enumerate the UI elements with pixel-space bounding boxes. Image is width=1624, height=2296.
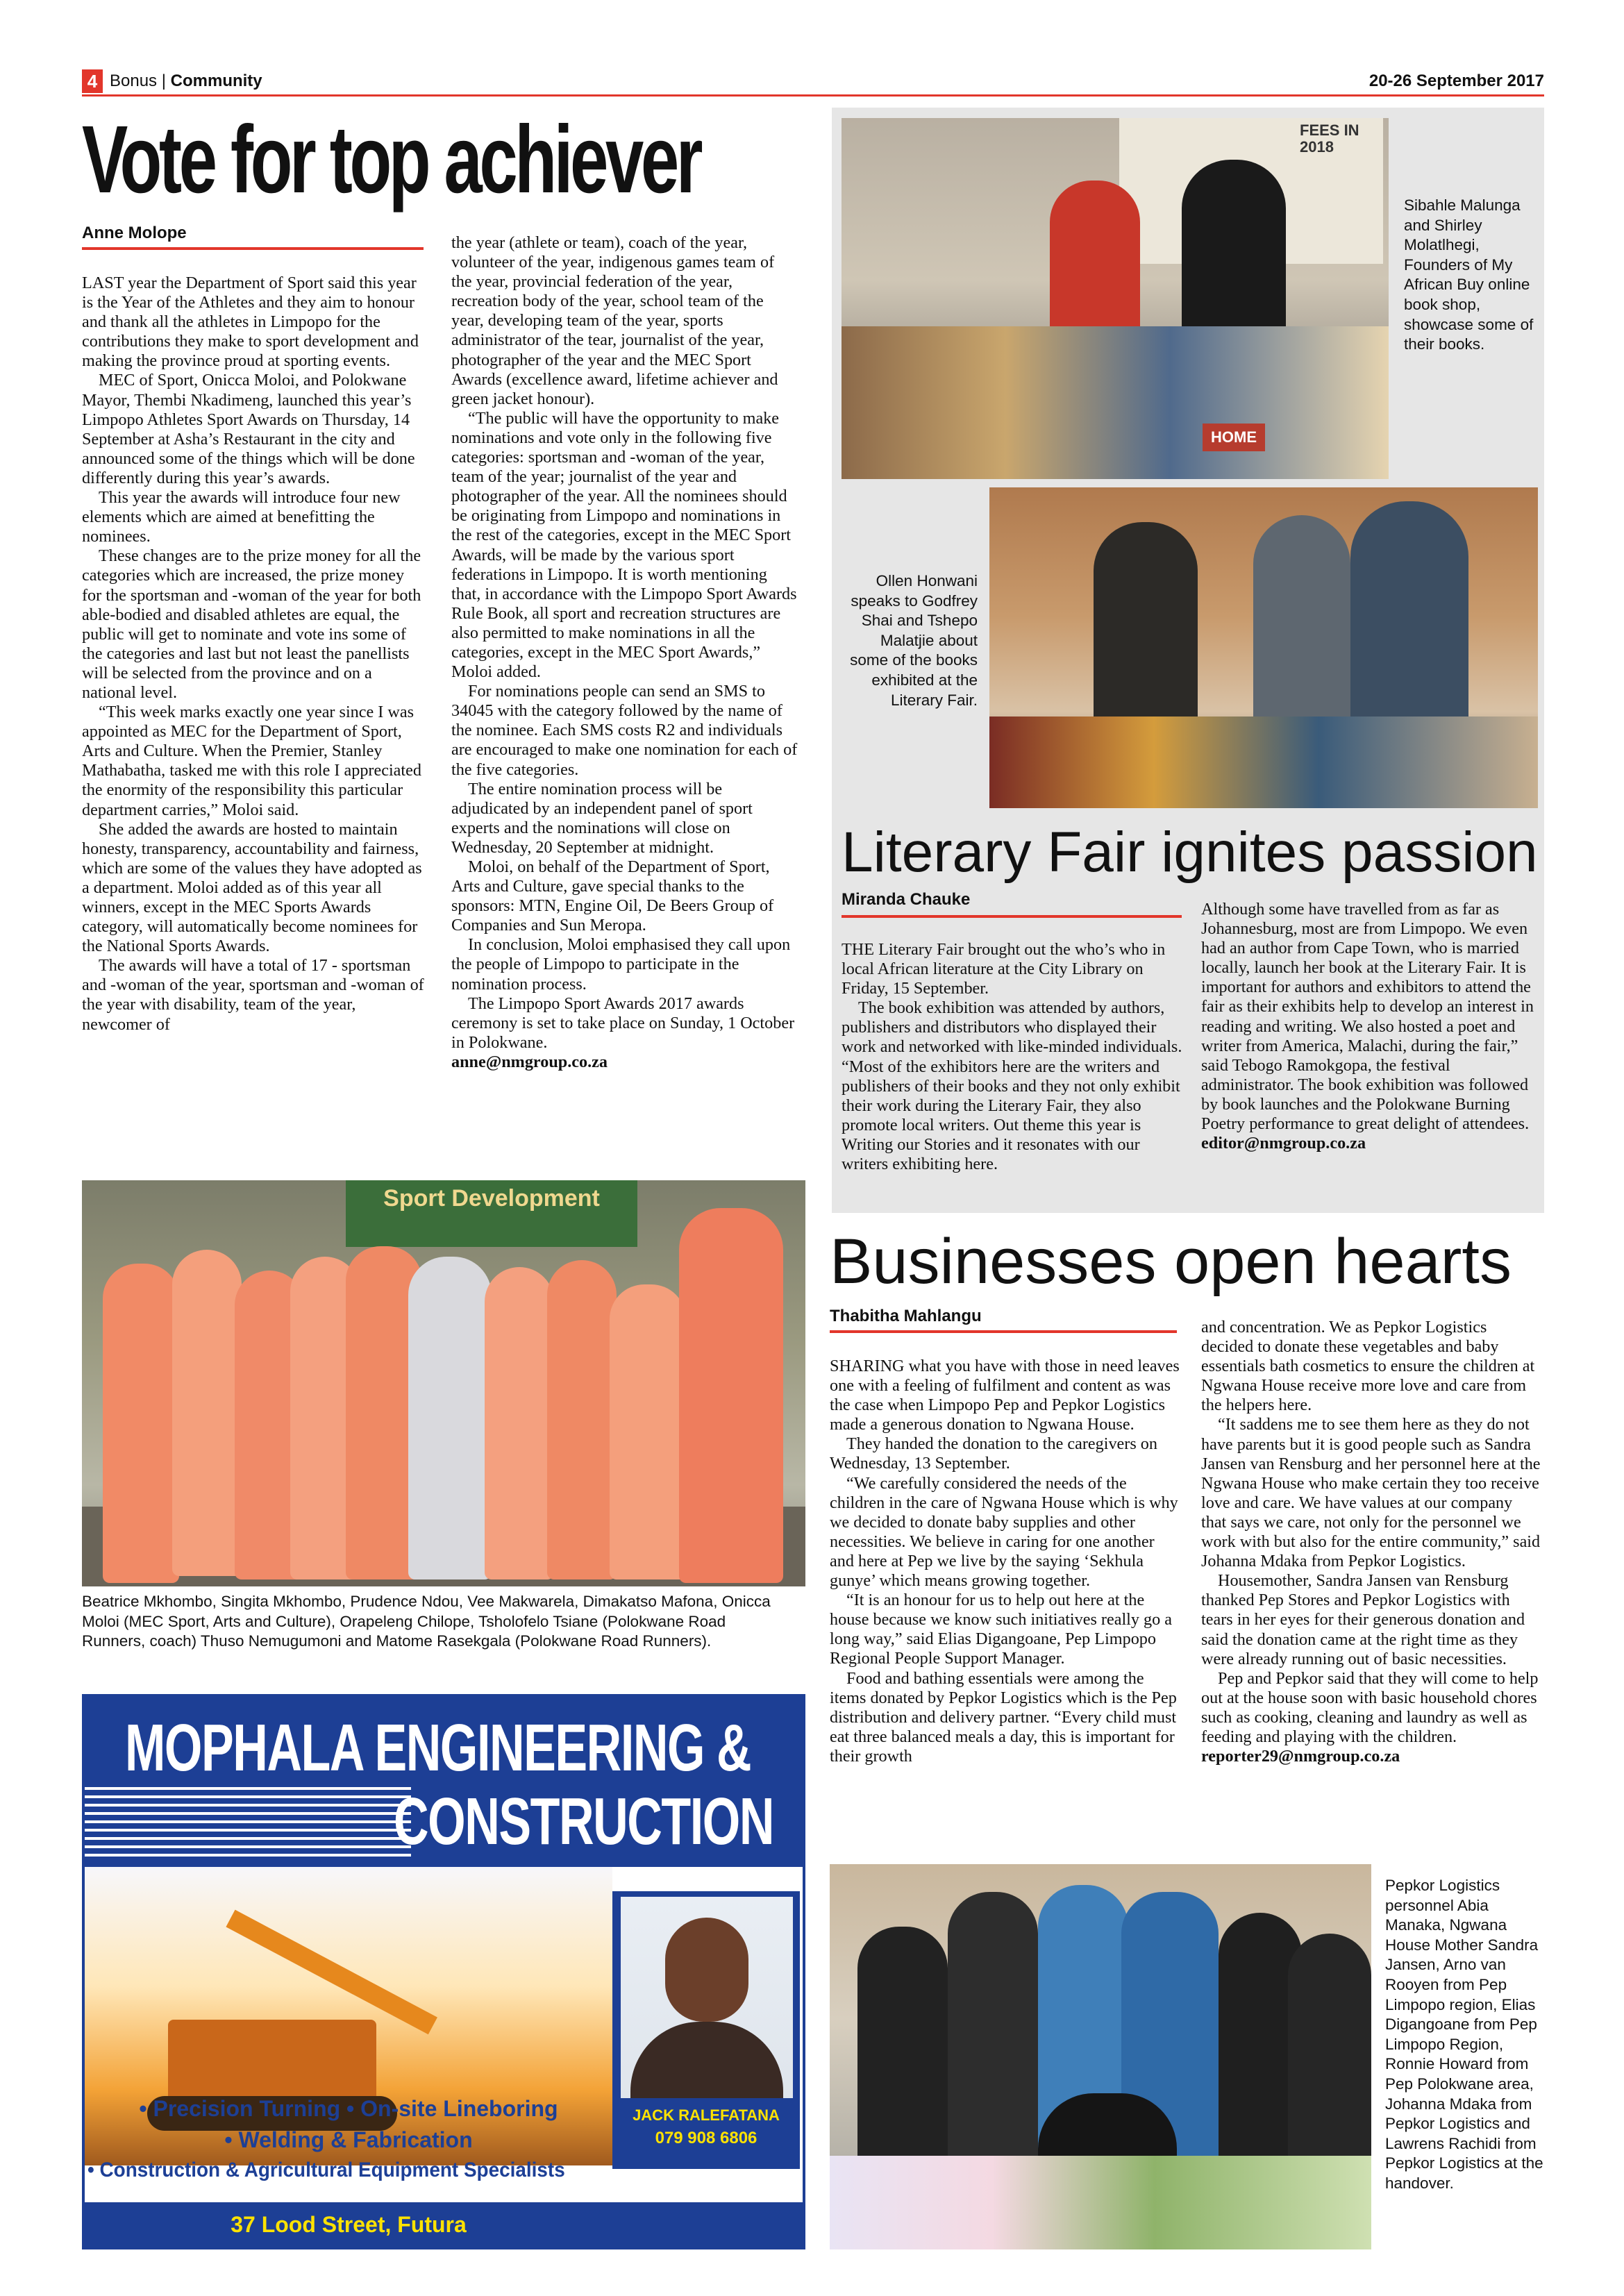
vote-column-2 xyxy=(451,233,798,1191)
photo-runners-group xyxy=(82,1180,805,1586)
fair-paragraph: The book exhibition was attended by authors, publishers and distributors who displayed their work and networked with like-minded individuals. “Most of the exhibitors here are the writers and publishers of their books and they not only exhibit their work during the Literary Fair, they also promote local writers. Out theme this year is Writing our Stories and it resonates with our writers exhibiting here. xyxy=(842,998,1182,1174)
business-paragraph: “It is an honour for us to help out here at the house because we know such initiatives really go a long way,” said Elias Digangoane, Pep Limpopo Regional People Support Manager. xyxy=(830,1591,1173,1668)
vote-paragraph: LAST year the Department of Sport said this year is the Year of the Athletes and they aim to honour and thank all the athletes in Limpopo for the contributions they make to sport development and making the province proud at sporting events. xyxy=(82,274,419,371)
runner-figure xyxy=(610,1284,686,1579)
subsection-name: Community xyxy=(170,72,262,90)
vote-column-1 xyxy=(82,274,426,1190)
advert-title-line-2: CONSTRUCTION xyxy=(394,1784,773,1859)
advert-contact-panel xyxy=(612,1891,800,2169)
business-paragraph: Pep and Pepkor said that they will come to help out at the house soon with basic household chores such as cooking, cleaning and laundry as well as feeding and playing with the children. xyxy=(1201,1668,1539,1746)
excavator-body xyxy=(168,2020,376,2103)
caption-book-stall: Sibahle Malunga and Shirley Molatlhegi, Founders of My African Buy online book shop, showcase some of their books. xyxy=(1404,196,1534,353)
vote-paragraph: This year the awards will introduce four new elements which are aimed at benefitting the nominees. xyxy=(82,488,401,546)
advert-bullet-1: • Precision Turning • On-site Lineboring xyxy=(139,2096,558,2121)
headline-fair: Literary Fair ignites passion xyxy=(842,821,1538,884)
runner-figure xyxy=(172,1250,242,1576)
business-email: reporter29@nmgroup.co.za xyxy=(1201,1747,1400,1766)
section-label xyxy=(110,71,262,92)
vote-paragraph: In conclusion, Moloi emphasised they call upon the people of Limpopo to participate in the nomination process. xyxy=(451,935,791,994)
vote-paragraph: For nominations people can send an SMS to 34045 with the category followed by the name of the nominee. Each SMS costs R2 and individuals are encouraged to make one nomination for each of the five categories. xyxy=(451,682,798,779)
vote-paragraph: “The public will have the opportunity to make nominations and vote only in the following five categories: sportsman and -woman of the year, team of the year; journalist of the year and photographer of the year. All the nominees should be originating from Limpopo and nominations in the rest of the categories, except in the MEC Sport Awards, will be made by the various sport federations in Limpopo. It is worth mentioning that, in accordance with the Limpopo Sport Awards Rule Book, all sport and recreation structures are also permitted to make nominations in all the categories, except in the MEC Sport Awards,” Moloi added. xyxy=(451,408,797,682)
contact-shoulders xyxy=(630,2022,783,2098)
contact-name: JACK RALEFATANA xyxy=(633,2106,780,2124)
vote-paragraph: The entire nomination process will be adjudicated by an independent panel of sport experts and the nominations will close on Wednesday, 20 September at midnight. xyxy=(451,779,753,857)
photo-backdrop-banner: Sport Development xyxy=(346,1180,637,1247)
caption-fair-table: Ollen Honwani speaks to Godfrey Shai and Tshepo Malatjie about some of the books exhibited at the Literary Fair. xyxy=(850,572,978,709)
business-paragraph: “It saddens me to see them here as they do not have parents but it is good people such as Sandra Jansen van Rensburg and her personnel here at the Ngwana House who make certain they too receive love and care. We have values at our company that says we care, not only for the personnel we work with but also for the entire community,” said Johanna Mdaka from Pepkor Logistics. xyxy=(1201,1415,1541,1571)
byline-vote: Anne Molope xyxy=(82,224,187,242)
byline-fair: Miranda Chauke xyxy=(842,890,971,909)
section-name: Bonus xyxy=(110,72,158,90)
fair-column-2 xyxy=(1201,900,1541,1205)
advert-address-bar xyxy=(85,2202,803,2249)
byline-business: Thabitha Mahlangu xyxy=(830,1307,982,1325)
caption-pepkor: Pepkor Logistics personnel Abia Manaka, Ngwana House Mother Sandra Jansen, Arno van Rooyen from Pep Limpopo region, Elias Digangoane from Pep Limpopo Region, Ronnie Howard from Pep Polokwane area, Johanna Mdaka from Pepkor Logistics and Lawrens Rachidi from Pepkor Logistics at the handover. xyxy=(1385,1877,1543,2192)
contact-head xyxy=(665,1918,748,2022)
vote-paragraph: She added the awards are hosted to maintain honesty, transparency, accountability and fairness, which are some of the values they have adopted as a department. Moloi added as of this year all winners, except in the MEC Sports Awards category, will automatically become nominees for the National Sports Awards. xyxy=(82,819,422,956)
fair-column-1 xyxy=(842,940,1187,1207)
vote-paragraph: MEC of Sport, Onicca Moloi, and Polokwane Mayor, Thembi Nkadimeng, launched this year’s Limpopo Athletes Sport Awards on Thursday, 14 September at Asha’s Restaurant in the city and announced some of the things which will be done differently during this year’s awards. xyxy=(82,371,415,487)
business-column-2 xyxy=(1201,1318,1541,1850)
advert-mophala xyxy=(82,1694,805,2249)
man-middle-figure xyxy=(1253,515,1350,744)
section-separator: | xyxy=(161,72,166,90)
display-table xyxy=(989,717,1538,808)
vote-paragraph: “This week marks exactly one year since I was appointed as MEC for the Department of Sport, Arts and Culture. When the Premier, Stanley Mathabatha, tasked me with this role I appreciated the enormity of the responsibility this particular department carries,” Moloi said. xyxy=(82,703,421,819)
runner-figure xyxy=(679,1208,783,1583)
photo-book-stall xyxy=(842,118,1389,479)
runner-figure xyxy=(485,1267,554,1579)
header-rule xyxy=(82,94,1544,97)
book-home-cover: HOME xyxy=(1203,424,1265,451)
issue-date: 20-26 September 2017 xyxy=(1368,72,1544,90)
business-paragraph: and concentration. We as Pepkor Logistics decided to donate these vegetables and baby essentials bath cosmetics to ensure the children at Ngwana House receive more love and care from the helpers here. xyxy=(1201,1318,1535,1415)
page-number-badge: 4 xyxy=(82,69,103,93)
business-column-1 xyxy=(830,1357,1182,1850)
business-paragraph: “We carefully considered the needs of the children in the care of Ngwana House which is why we decided to donate baby supplies and other necessities. We believe in caring for one another and here at Pep we live by the saying ‘Sekhula gunye’ which means growing together. xyxy=(830,1473,1178,1591)
byline-rule-vote xyxy=(82,247,424,250)
business-paragraph: Housemother, Sandra Jansen van Rensburg thanked Pep Stores and Pepkor Logistics with tears in her eyes for their generous donation and said the donation came at the right time as they were already running out of basic necessities. xyxy=(1201,1571,1525,1668)
excavator-arm xyxy=(226,1910,437,2035)
business-paragraph: Food and bathing essentials were among the items donated by Pepkor Logistics which is the Pep distribution and delivery partner. “Every child must eat three balanced meals a day, this is important for their growth xyxy=(830,1668,1177,1766)
headline-vote: Vote for top achiever xyxy=(82,106,701,213)
vote-paragraph: Moloi, on behalf of the Department of Sport, Arts and Culture, gave special thanks to the sponsors: MTN, Engine Oil, De Beers Group of Companies and Sun Meropa. xyxy=(451,857,774,935)
advert-bullet-2: • Welding & Fabrication xyxy=(224,2127,473,2152)
contact-phone: 079 908 6806 xyxy=(655,2129,757,2147)
advert-stripes xyxy=(85,1787,411,1857)
business-paragraph: They handed the donation to the caregivers on Wednesday, 13 September. xyxy=(830,1434,1157,1473)
poster-fees: FEES IN 2018 xyxy=(1300,121,1359,156)
advert-address: 37 Lood Street, Futura xyxy=(231,2212,467,2237)
page-header xyxy=(82,69,1544,93)
byline-rule-business xyxy=(830,1330,1177,1333)
vote-email: anne@nmgroup.co.za xyxy=(451,1052,608,1071)
donated-goods xyxy=(830,2156,1371,2249)
article-vote xyxy=(82,104,804,1187)
business-paragraph: SHARING what you have with those in need leaves one with a feeling of fulfilment and content as was the case when Limpopo Pep and Pepkor Logistics made a generous donation to Ngwana House. xyxy=(830,1357,1180,1434)
contact-portrait xyxy=(621,1897,793,2098)
byline-rule-fair xyxy=(842,915,1182,918)
fair-paragraph: Although some have travelled from as far as Johannesburg, most are from Limpopo. We even had an author from Cape Town, who is married locally, launch her book at the Literary Fair. It is important for authors and exhibitors to attend the fair as their exhibits help to develop an interest in reading and writing. We also hosted a poet and writer from America, Malachi, during the fair,” said Tebogo Ramokgopa, the festival administrator. The book exhibition was followed by book launches and the Polokwane Burning Poetry performance to great delight of attendees. xyxy=(1201,900,1534,1134)
vote-paragraph: the year (athlete or team), coach of the year, volunteer of the year, indigenous games team of the year, provincial federation of the year, recreation body of the year, school team of the year, developing team of the year, sports administrator of the tear, journalist of the year, photographer of the year and the MEC Sport Awards (excellence award, lifetime achiever and green jacket honour). xyxy=(451,233,778,408)
vote-paragraph: These changes are to the prize money for all the categories which are increased, the prize money for the sportsman and -woman of the year for both able-bodied and disabled athletes are equal, the public will get to nominate and vote ins some of the categories and last but not least the panellists will be selected from the province and on a national level. xyxy=(82,546,421,702)
photo-fair-table xyxy=(989,487,1538,808)
caption-runners: Beatrice Mkhombo, Singita Mkhombo, Prudence Ndou, Vee Makwarela, Dimakatso Mafona, Onicca Moloi (MEC Sport, Arts and Culture), Orapeleng Chilope, Tsholofelo Tsiane (Polokwane Road Runners, coach) Thuso Nemugumoni and Matome Rasekgala (Polokwane Road Runners). xyxy=(82,1593,771,1650)
advert-bullet-3: • Construction & Agricultural Equipment Specialists xyxy=(87,2159,565,2181)
vote-paragraph: The Limpopo Sport Awards 2017 awards ceremony is set to take place on Sunday, 1 October in Polokwane. xyxy=(451,994,795,1052)
fair-paragraph: THE Literary Fair brought out the who’s who in local African literature at the City Library on Friday, 15 September. xyxy=(842,940,1166,998)
photo-pepkor-donation xyxy=(830,1864,1371,2249)
fair-email: editor@nmgroup.co.za xyxy=(1201,1134,1366,1153)
headline-business: Businesses open hearts xyxy=(830,1226,1512,1297)
advert-title-line-1: MOPHALA ENGINEERING & xyxy=(125,1711,751,1785)
runner-figure xyxy=(547,1260,617,1579)
mec-figure xyxy=(408,1257,492,1579)
runner-figure xyxy=(103,1264,179,1583)
book-table xyxy=(842,326,1389,479)
woman-left-figure xyxy=(1050,181,1140,340)
vote-paragraph: The awards will have a total of 17 - sportsman and -woman of the year, sportsman and -woman of the year with disability, team of the year, newcomer of xyxy=(82,956,424,1034)
